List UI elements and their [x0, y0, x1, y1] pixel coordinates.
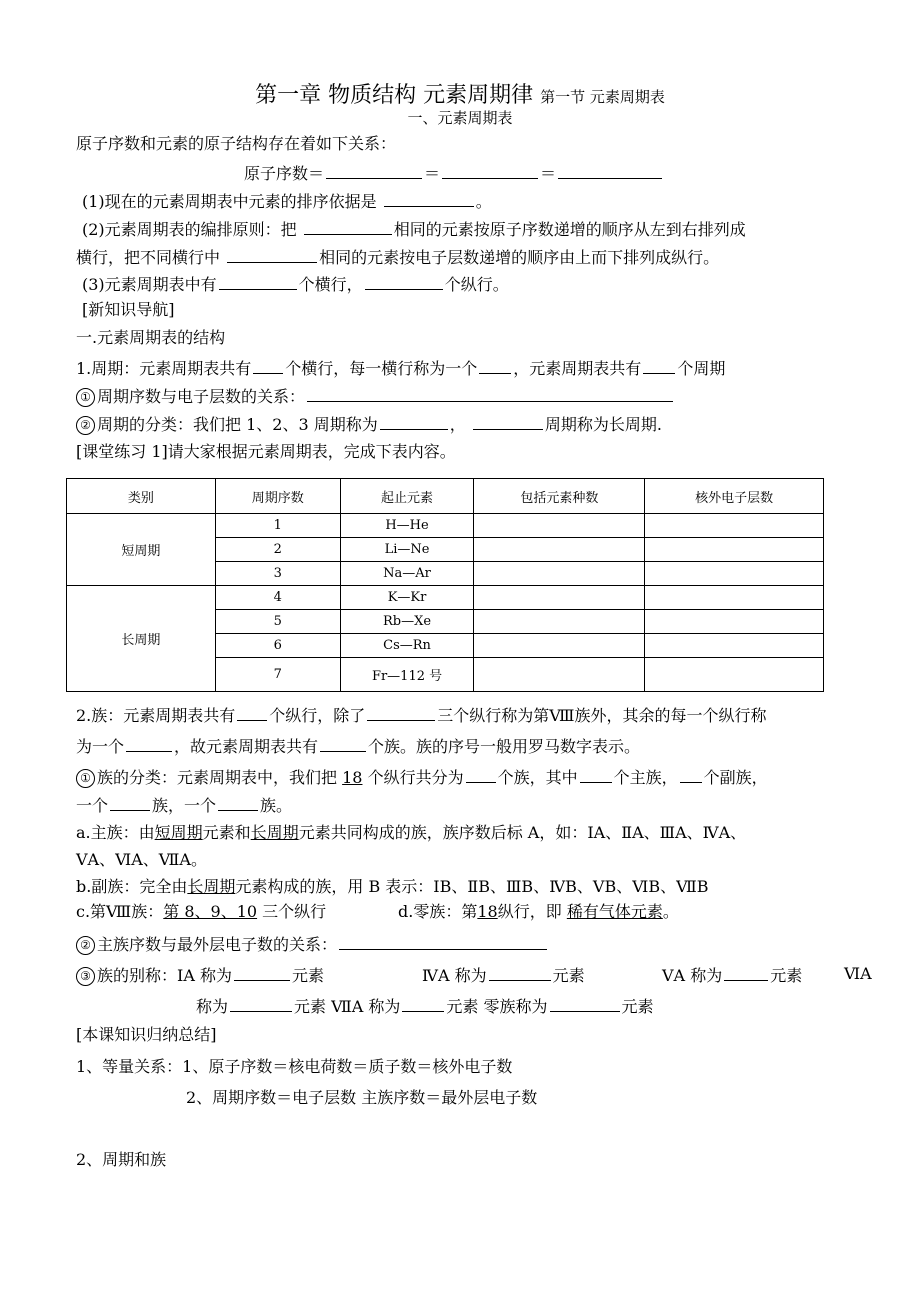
- question-text: ⅦA 称为: [331, 997, 401, 1016]
- shell-count-cell[interactable]: [645, 538, 824, 562]
- text: 元素构成的族，用 B 表示：ⅠB、ⅡB、ⅢB、ⅣB、ⅤB、ⅥB、ⅦB: [235, 877, 709, 896]
- question-text: 周期序数与电子层数的关系：: [97, 387, 306, 406]
- circled-number: ①: [76, 388, 95, 407]
- group-alias-line2: [196, 993, 654, 1019]
- group-classification-line2: [76, 792, 292, 818]
- answer-blank[interactable]: [550, 993, 620, 1012]
- table-row: [67, 586, 824, 610]
- period-number: 6: [215, 634, 340, 658]
- underlined-answer: 18: [342, 768, 363, 787]
- question-text: 族的别称：ⅠA 称为: [97, 966, 232, 985]
- equals-sign: ＝: [540, 164, 557, 183]
- exercise-prompt: [课堂练习 1]请大家根据元素周期表，完成下表内容。: [76, 442, 456, 461]
- answer-blank[interactable]: [307, 383, 673, 402]
- period-number: 4: [215, 586, 340, 610]
- text: 元素和: [202, 823, 251, 842]
- answer-blank[interactable]: [326, 160, 422, 179]
- text: a.主族：由: [76, 823, 155, 842]
- column-header: 周期序数: [215, 479, 340, 514]
- answer-blank[interactable]: [580, 764, 612, 783]
- answer-blank[interactable]: [110, 792, 150, 811]
- question-text: 个族。族的序号一般用罗马数字表示。: [368, 737, 641, 756]
- question-text: 横行，把不同横行中: [76, 248, 221, 267]
- period-definition: [76, 355, 725, 381]
- element-range: Na—Ar: [340, 562, 474, 586]
- circled-number: ②: [76, 936, 95, 955]
- underlined-answer: 长周期: [187, 877, 236, 896]
- underlined-answer: 18: [477, 902, 498, 921]
- question-text: ⅣA 称为: [422, 966, 487, 985]
- period-number: 5: [215, 610, 340, 634]
- table-header-row: [67, 479, 824, 514]
- element-count-cell[interactable]: [474, 562, 645, 586]
- question-2-line2: [76, 244, 719, 270]
- question-text: 族的分类：元素周期表中，我们把: [97, 768, 338, 787]
- main-group-line1: [76, 821, 746, 845]
- question-3: [82, 271, 509, 297]
- question-text: (1)现在的元素周期表中元素的排序依据是: [82, 192, 377, 211]
- equals-sign: ＝: [424, 164, 441, 183]
- answer-blank[interactable]: [489, 962, 551, 981]
- answer-blank[interactable]: [473, 411, 543, 430]
- question-2-line1: [82, 216, 746, 242]
- summary-equalities-2: 2、周期序数＝电子层数 主族序数＝最外层电子数: [186, 1088, 538, 1107]
- answer-blank[interactable]: [218, 792, 258, 811]
- period-number: 7: [215, 658, 340, 692]
- answer-blank[interactable]: [384, 188, 474, 207]
- question-text: 称为: [196, 997, 229, 1016]
- shell-count-cell[interactable]: [645, 562, 824, 586]
- answer-blank[interactable]: [304, 216, 392, 235]
- text: 。: [662, 902, 679, 921]
- circled-number: ③: [76, 967, 95, 986]
- answer-blank[interactable]: [234, 962, 290, 981]
- question-text: 相同的元素按电子层数递增的顺序由上而下排列成纵行。: [319, 248, 720, 267]
- table-row: [67, 514, 824, 538]
- question-text: 周期的分类：我们把 1、2、3 周期称为: [97, 415, 378, 434]
- question-text: 个横行，: [298, 275, 363, 294]
- text: 元素共同构成的族，族序数后标 A，如：ⅠA、ⅡA、ⅢA、ⅣA、: [298, 823, 747, 842]
- element-count-cell[interactable]: [474, 610, 645, 634]
- question-text: 个纵行，除了: [269, 706, 366, 725]
- main-group-line2: ⅤA、ⅥA、ⅦA。: [76, 850, 207, 869]
- subsection-heading: 一、元素周期表: [407, 109, 513, 127]
- element-count-cell[interactable]: [474, 586, 645, 610]
- group-definition-line2: [76, 733, 640, 759]
- question-text: ，元素周期表共有: [513, 359, 642, 378]
- element-count-cell[interactable]: [474, 634, 645, 658]
- alias-va: [662, 962, 802, 988]
- element-range: Fr—112 号: [340, 658, 474, 692]
- shell-count-cell[interactable]: [645, 514, 824, 538]
- question-text: 三个纵行称为第Ⅷ族外，其余的每一个纵行称: [437, 706, 767, 725]
- summary-equalities: 1、等量关系：1、原子序数＝核电荷数＝质子数＝核外电子数: [76, 1057, 513, 1076]
- period-number: 2: [215, 538, 340, 562]
- question-text: 周期称为长周期.: [544, 415, 662, 434]
- zero-group-line: [398, 900, 679, 924]
- question-text: 元素: [552, 966, 585, 985]
- question-text: ⅤA 称为: [662, 966, 723, 985]
- shell-count-cell[interactable]: [645, 586, 824, 610]
- column-header: 起止元素: [340, 479, 474, 514]
- question-text: 族。: [260, 796, 293, 815]
- answer-blank[interactable]: [339, 931, 547, 950]
- question-text: 个横行，每一横行称为一个: [285, 359, 478, 378]
- element-range: H—He: [340, 514, 474, 538]
- question-text: 族，一个: [152, 796, 217, 815]
- structure-heading: 一.元素周期表的结构: [76, 328, 226, 347]
- answer-blank[interactable]: [227, 244, 317, 263]
- answer-blank[interactable]: [253, 355, 283, 374]
- question-text: 为一个: [76, 737, 125, 756]
- answer-blank[interactable]: [680, 764, 702, 783]
- answer-blank[interactable]: [466, 764, 496, 783]
- group-alias-line1: [76, 962, 876, 988]
- text: b.副族：完全由: [76, 877, 188, 896]
- element-range: K—Kr: [340, 586, 474, 610]
- period-classification: [76, 411, 662, 437]
- sub-group-line: [76, 875, 709, 899]
- answer-blank[interactable]: [320, 733, 366, 752]
- text: d.零族：第: [398, 902, 478, 921]
- underlined-answer: 长周期: [250, 823, 299, 842]
- question-text: 个副族，: [703, 768, 768, 787]
- category-long-period: 长周期: [67, 586, 216, 692]
- shell-count-cell[interactable]: [645, 634, 824, 658]
- period-table: [66, 478, 824, 692]
- answer-blank[interactable]: [643, 355, 675, 374]
- underlined-answer: 稀有气体元素: [566, 902, 663, 921]
- element-range: Rb—Xe: [340, 610, 474, 634]
- column-header: 类别: [67, 479, 216, 514]
- alias-via-label: ⅥA: [844, 964, 872, 983]
- shell-count-cell[interactable]: [645, 658, 824, 692]
- period-number: 1: [215, 514, 340, 538]
- punctuation: 。: [475, 192, 492, 211]
- answer-blank[interactable]: [219, 271, 297, 290]
- page-title: [0, 78, 920, 109]
- shell-count-cell[interactable]: [645, 610, 824, 634]
- group-8-line: [76, 900, 326, 924]
- element-count-cell[interactable]: [474, 514, 645, 538]
- question-text: 个纵行共分为: [367, 768, 464, 787]
- nav-label: [新知识导航]: [82, 300, 175, 319]
- text: 纵行，即: [497, 902, 562, 921]
- question-text: 相同的元素按原子序数递增的顺序从左到右排列成: [393, 220, 746, 239]
- alias-iva: [422, 962, 585, 988]
- period-relation: [76, 383, 675, 409]
- answer-blank[interactable]: [380, 411, 448, 430]
- question-text: 个纵行。: [444, 275, 509, 294]
- answer-blank[interactable]: [126, 733, 172, 752]
- summary-periods-groups: 2、周期和族: [76, 1150, 167, 1169]
- atomic-number-equation: [244, 160, 664, 186]
- element-count-cell[interactable]: [474, 538, 645, 562]
- question-text: 一个: [76, 796, 109, 815]
- equation-label: 原子序数＝: [244, 164, 325, 183]
- question-text: 2.族：元素周期表共有: [76, 706, 236, 725]
- question-text: ，故元素周期表共有: [174, 737, 319, 756]
- element-range: Li—Ne: [340, 538, 474, 562]
- answer-blank[interactable]: [558, 160, 662, 179]
- answer-blank[interactable]: [479, 355, 511, 374]
- group-definition-line1: [76, 702, 767, 728]
- question-text: 个周期: [677, 359, 726, 378]
- question-text: 元素: [621, 997, 654, 1016]
- question-text: 主族序数与最外层电子数的关系：: [97, 935, 338, 954]
- circled-number: ①: [76, 769, 95, 788]
- summary-label: [本课知识归纳总结]: [76, 1025, 217, 1044]
- element-count-cell[interactable]: [474, 658, 645, 692]
- question-text: (2)元素周期表的编排原则：把: [82, 220, 297, 239]
- answer-blank[interactable]: [230, 993, 292, 1012]
- answer-blank[interactable]: [367, 702, 435, 721]
- section-title: 第一节 元素周期表: [540, 88, 665, 106]
- period-number: 3: [215, 562, 340, 586]
- chapter-title: 第一章 物质结构 元素周期律: [255, 83, 534, 108]
- answer-blank[interactable]: [724, 962, 768, 981]
- question-text: ，: [449, 415, 466, 434]
- question-text: 元素: [291, 966, 324, 985]
- question-text: 零族称为: [483, 997, 548, 1016]
- question-text: 元素: [446, 997, 479, 1016]
- text: 三个纵行: [262, 902, 327, 921]
- answer-blank[interactable]: [365, 271, 443, 290]
- category-short-period: 短周期: [67, 514, 216, 586]
- underlined-answer: 第 8、9、10: [163, 902, 258, 921]
- question-text: (3)元素周期表中有: [82, 275, 217, 294]
- text: c.第Ⅷ族：: [76, 902, 164, 921]
- question-1: [82, 188, 492, 214]
- group-classification-line1: [76, 764, 768, 790]
- question-text: 元素: [770, 966, 803, 985]
- answer-blank[interactable]: [442, 160, 538, 179]
- column-header: 核外电子层数: [645, 479, 824, 514]
- underlined-answer: 短周期: [154, 823, 203, 842]
- question-text: 个族，其中: [497, 768, 578, 787]
- element-range: Cs—Rn: [340, 634, 474, 658]
- main-group-relation: [76, 931, 549, 957]
- question-text: 1.周期：元素周期表共有: [76, 359, 252, 378]
- column-header: 包括元素种数: [474, 479, 645, 514]
- circled-number: ②: [76, 416, 95, 435]
- intro-line: 原子序数和元素的原子结构存在着如下关系：: [76, 134, 397, 153]
- question-text: 个主族，: [613, 768, 678, 787]
- question-text: 元素: [294, 997, 327, 1016]
- answer-blank[interactable]: [402, 993, 444, 1012]
- answer-blank[interactable]: [237, 702, 267, 721]
